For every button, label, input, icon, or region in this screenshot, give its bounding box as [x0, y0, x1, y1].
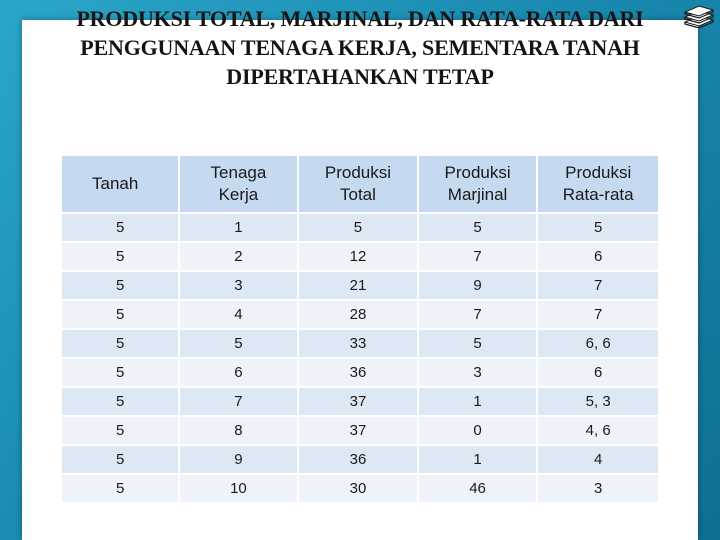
- table-body: [61, 213, 659, 503]
- cell-tenaga-kerja: 4: [179, 300, 299, 329]
- cell-tanah: 5: [61, 445, 179, 474]
- cell-produksi-total: 37: [298, 416, 418, 445]
- cell-produksi-total: 12: [298, 242, 418, 271]
- cell-tenaga-kerja: 6: [179, 358, 299, 387]
- cell-produksi-rata-rata: 6: [537, 358, 659, 387]
- table-row: [61, 242, 659, 271]
- table-row: [61, 358, 659, 387]
- header-produksi-marjinal: Produksi Marjinal: [418, 156, 538, 213]
- cell-tenaga-kerja: 8: [179, 416, 299, 445]
- cell-tenaga-kerja: 9: [179, 445, 299, 474]
- cell-tanah: 5: [61, 242, 179, 271]
- cell-produksi-total: 36: [298, 358, 418, 387]
- header-tenaga-kerja: Tenaga Kerja: [179, 156, 299, 213]
- table-row: [61, 213, 659, 242]
- cell-tanah: 5: [61, 358, 179, 387]
- table-row: [61, 445, 659, 474]
- cell-produksi-total: 36: [298, 445, 418, 474]
- cell-produksi-total: 33: [298, 329, 418, 358]
- table-row: [61, 300, 659, 329]
- cell-tanah: 5: [61, 416, 179, 445]
- cell-tanah: 5: [61, 300, 179, 329]
- cell-produksi-total: 37: [298, 387, 418, 416]
- cell-produksi-marjinal: 1: [418, 387, 538, 416]
- cell-produksi-marjinal: 0: [418, 416, 538, 445]
- title-line-2: PENGGUNAAN TENAGA KERJA, SEMENTARA TANAH: [80, 35, 640, 60]
- cell-produksi-marjinal: 5: [418, 329, 538, 358]
- table-row: [61, 474, 659, 503]
- cell-tenaga-kerja: 3: [179, 271, 299, 300]
- cell-produksi-marjinal: 1: [418, 445, 538, 474]
- slide-title: [0, 4, 720, 91]
- table-header-row: [61, 156, 659, 213]
- cell-tenaga-kerja: 2: [179, 242, 299, 271]
- cell-produksi-rata-rata: 3: [537, 474, 659, 503]
- cell-produksi-total: 21: [298, 271, 418, 300]
- cell-produksi-rata-rata: 5, 3: [537, 387, 659, 416]
- cell-produksi-rata-rata: 7: [537, 300, 659, 329]
- cell-tenaga-kerja: 10: [179, 474, 299, 503]
- table-row: [61, 387, 659, 416]
- cell-produksi-marjinal: 7: [418, 300, 538, 329]
- header-tanah: Tanah: [61, 156, 179, 213]
- header-produksi-total: Produksi Total: [298, 156, 418, 213]
- title-line-1: PRODUKSI TOTAL, MARJINAL, DAN RATA-RATA DARI: [76, 6, 644, 31]
- cell-tanah: 5: [61, 387, 179, 416]
- cell-tanah: 5: [61, 329, 179, 358]
- cell-tanah: 5: [61, 271, 179, 300]
- cell-produksi-rata-rata: 6: [537, 242, 659, 271]
- table-row: [61, 271, 659, 300]
- cell-produksi-marjinal: 7: [418, 242, 538, 271]
- cell-produksi-marjinal: 5: [418, 213, 538, 242]
- cell-produksi-rata-rata: 4, 6: [537, 416, 659, 445]
- cell-produksi-rata-rata: 7: [537, 271, 659, 300]
- cell-produksi-total: 5: [298, 213, 418, 242]
- cell-tenaga-kerja: 5: [179, 329, 299, 358]
- production-table: [60, 156, 660, 504]
- cell-produksi-marjinal: 9: [418, 271, 538, 300]
- cell-produksi-marjinal: 3: [418, 358, 538, 387]
- table-row: [61, 329, 659, 358]
- header-produksi-rata-rata: Produksi Rata-rata: [537, 156, 659, 213]
- cell-produksi-marjinal: 46: [418, 474, 538, 503]
- cell-tanah: 5: [61, 213, 179, 242]
- cell-tanah: 5: [61, 474, 179, 503]
- cell-produksi-total: 30: [298, 474, 418, 503]
- cell-produksi-rata-rata: 4: [537, 445, 659, 474]
- cell-produksi-rata-rata: 5: [537, 213, 659, 242]
- cell-tenaga-kerja: 7: [179, 387, 299, 416]
- title-line-3: DIPERTAHANKAN TETAP: [226, 64, 494, 89]
- table-row: [61, 416, 659, 445]
- stacked-books-icon: [682, 2, 716, 28]
- cell-produksi-total: 28: [298, 300, 418, 329]
- cell-tenaga-kerja: 1: [179, 213, 299, 242]
- cell-produksi-rata-rata: 6, 6: [537, 329, 659, 358]
